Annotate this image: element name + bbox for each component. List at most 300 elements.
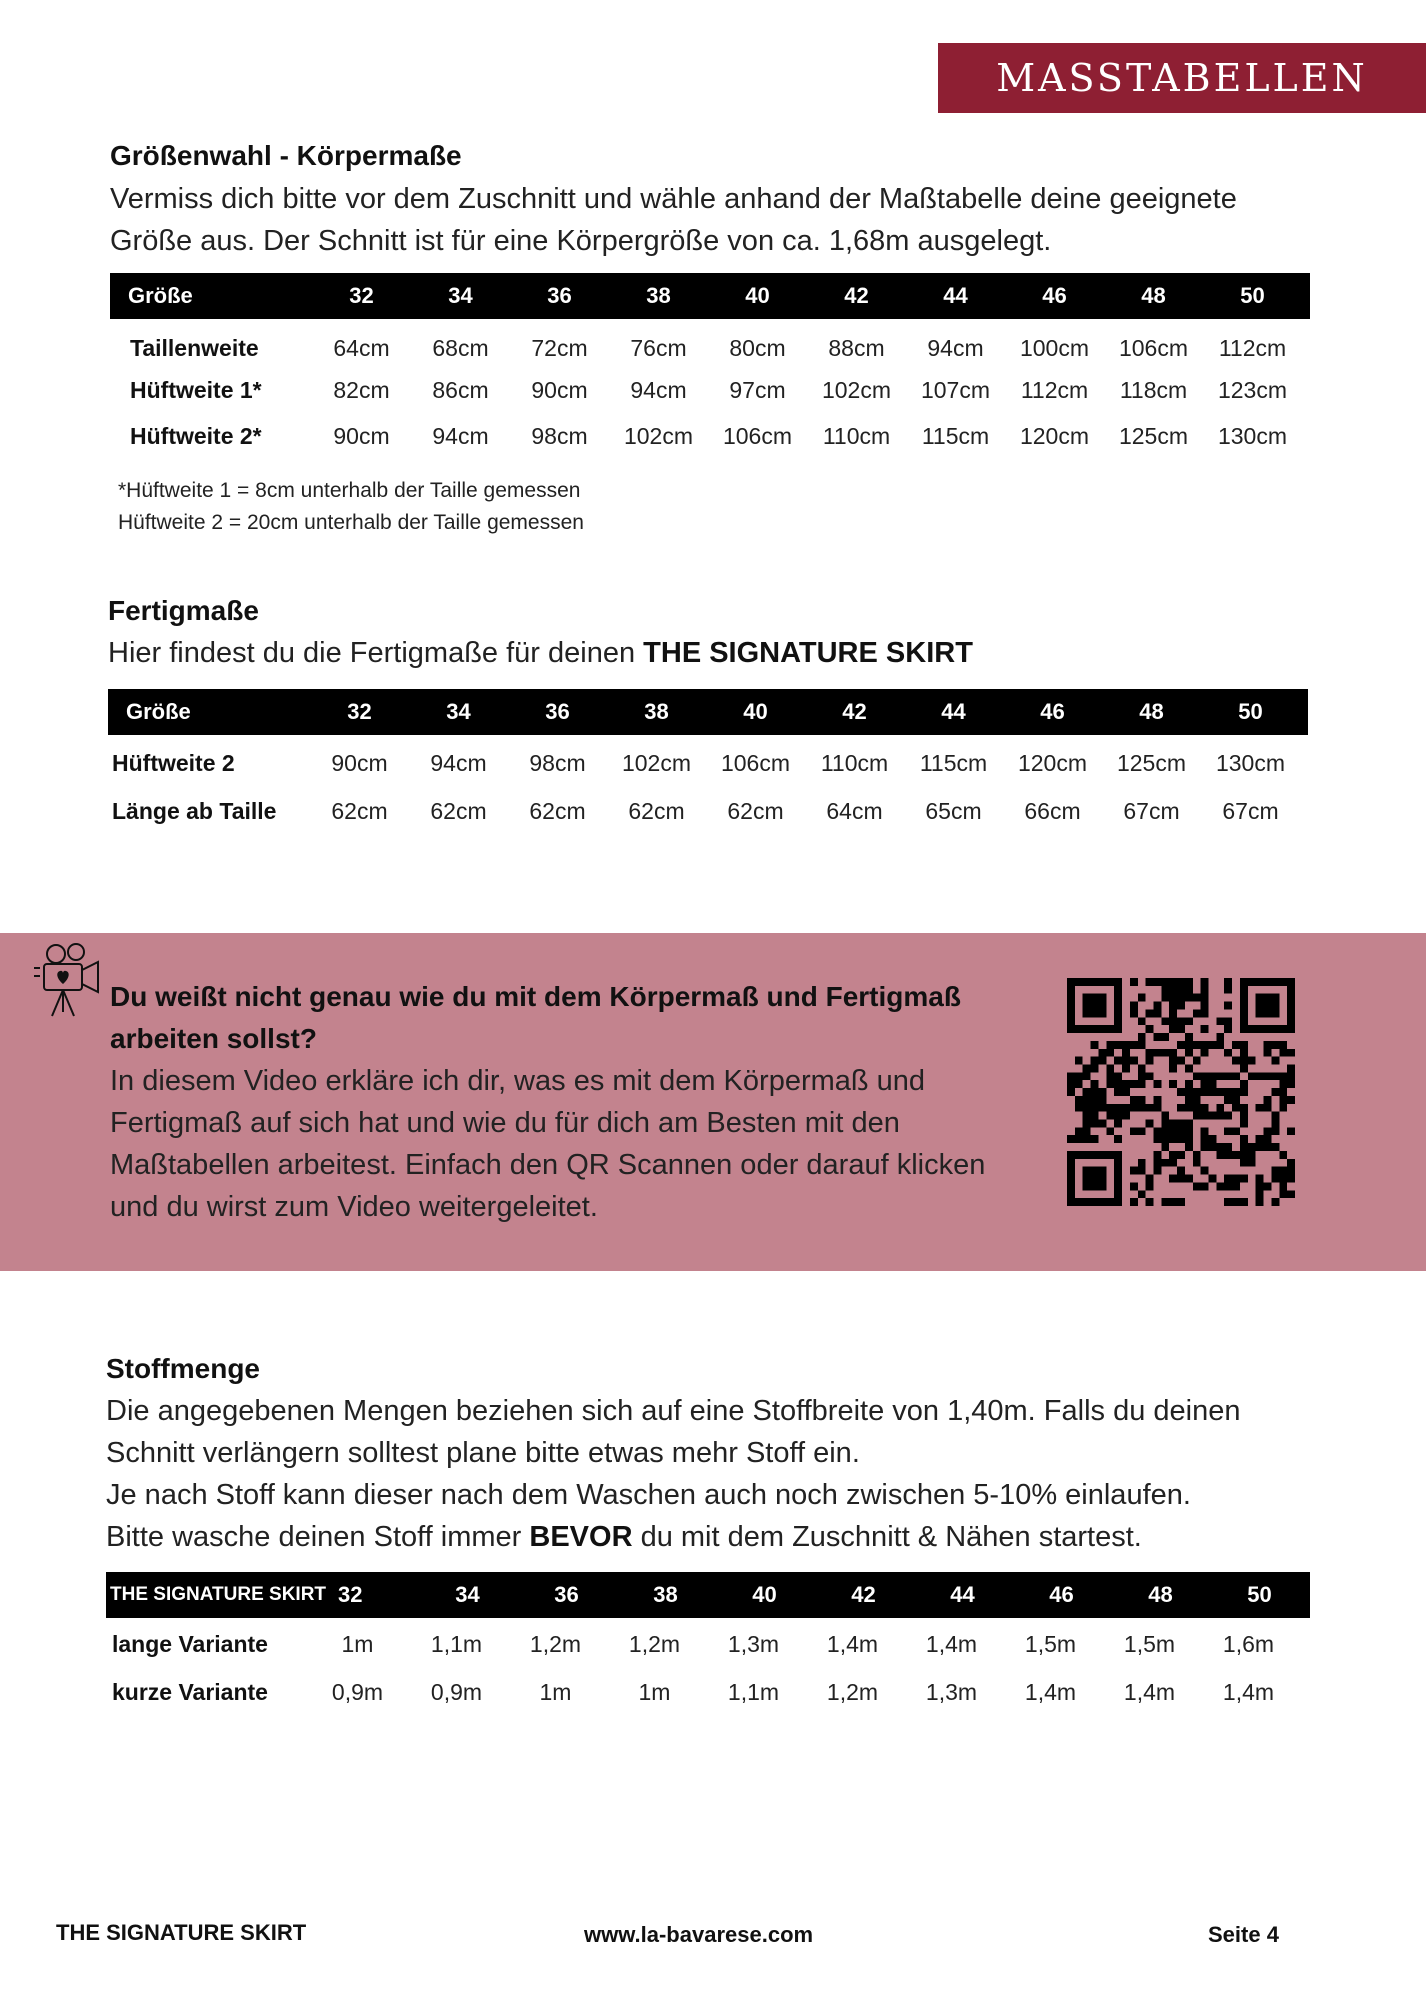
qr-module	[1201, 978, 1209, 986]
qr-module	[1114, 1112, 1122, 1120]
qr-module	[1161, 1135, 1169, 1143]
qr-module	[1224, 1072, 1232, 1080]
qr-module	[1114, 1025, 1122, 1033]
table-cell: 120cm	[1019, 422, 1090, 449]
table-cell: 82cm	[333, 376, 390, 403]
qr-module	[1232, 1182, 1240, 1190]
qr-module	[1114, 1088, 1122, 1096]
qr-module	[1067, 1017, 1075, 1025]
table-cell: 67cm	[1222, 797, 1279, 824]
qr-module	[1193, 1009, 1201, 1017]
qr-module	[1106, 1041, 1114, 1049]
qr-module	[1232, 1096, 1240, 1104]
qr-module	[1185, 978, 1193, 986]
qr-module	[1177, 1002, 1185, 1010]
qr-module	[1240, 1049, 1248, 1057]
qr-module	[1138, 1190, 1146, 1198]
footer-website-link[interactable]: www.la-bavarese.com	[584, 1922, 814, 1947]
qr-module	[1146, 1198, 1154, 1206]
qr-module	[1169, 1135, 1177, 1143]
qr-module	[1083, 1151, 1091, 1159]
table-row	[110, 369, 1310, 411]
qr-module	[1185, 1064, 1193, 1072]
qr-module	[1067, 994, 1075, 1002]
text-line: Größe aus. Der Schnitt ist für eine Körpergröße von ca. 1,68m ausgelegt.	[110, 225, 1052, 257]
qr-module	[1083, 1135, 1091, 1143]
qr-module	[1264, 1127, 1272, 1135]
size-header: 44	[950, 1582, 975, 1607]
qr-module	[1216, 1041, 1224, 1049]
table-cell: 102cm	[623, 422, 694, 449]
qr-module	[1256, 1072, 1264, 1080]
qr-module	[1256, 1175, 1264, 1183]
table-cell: 62cm	[628, 797, 685, 824]
qr-module	[1075, 1135, 1083, 1143]
size-header: 40	[752, 1582, 777, 1607]
qr-module	[1193, 1057, 1201, 1065]
video-heading-line: arbeiten sollst?	[110, 1023, 317, 1054]
table-row	[108, 739, 1308, 787]
footer-page-number: Seite 4	[1208, 1922, 1279, 1947]
qr-module	[1185, 1135, 1193, 1143]
qr-module	[1240, 1080, 1248, 1088]
qr-module	[1240, 986, 1248, 994]
table-header-label: Größe	[128, 283, 193, 308]
qr-module	[1091, 1057, 1099, 1065]
qr-module	[1091, 1198, 1099, 1206]
qr-module	[1256, 1104, 1264, 1112]
product-name: THE SIGNATURE SKIRT	[643, 637, 973, 669]
qr-module	[1287, 978, 1295, 986]
qr-module	[1114, 1190, 1122, 1198]
qr-module	[1169, 1009, 1177, 1017]
qr-module	[1098, 1049, 1106, 1057]
text-line	[106, 1516, 1366, 1558]
table-cell: 94cm	[927, 334, 984, 361]
qr-module	[1201, 986, 1209, 994]
table-cell: 62cm	[331, 797, 388, 824]
qr-module	[1153, 1049, 1161, 1057]
size-header: 46	[1042, 283, 1067, 308]
qr-module	[1098, 1025, 1106, 1033]
qr-module	[1106, 1151, 1114, 1159]
qr-module	[1083, 1198, 1091, 1206]
qr-module	[1138, 1104, 1146, 1112]
row-label: Hüftweite 2*	[130, 422, 262, 449]
qr-module	[1279, 1175, 1287, 1183]
qr-module	[1279, 1104, 1287, 1112]
table-cell: 1,5m	[1024, 1630, 1077, 1657]
qr-module	[1130, 1096, 1138, 1104]
qr-module	[1114, 994, 1122, 1002]
table-cell: 106cm	[720, 749, 791, 776]
table-cell: 1,4m	[1123, 1678, 1176, 1705]
qr-module	[1271, 1120, 1279, 1128]
table-cell: 115cm	[921, 422, 990, 449]
qr-module	[1216, 1088, 1224, 1096]
qr-module	[1185, 1127, 1193, 1135]
qr-module	[1232, 1151, 1240, 1159]
qr-module	[1098, 1151, 1106, 1159]
qr-module	[1224, 1198, 1232, 1206]
table-cell: 1,3m	[727, 1630, 780, 1657]
qr-module	[1271, 1002, 1279, 1010]
qr-module	[1193, 1096, 1201, 1104]
qr-module	[1153, 1167, 1161, 1175]
qr-module	[1271, 1025, 1279, 1033]
table-cell: 1,6m	[1222, 1630, 1275, 1657]
table-cell: 94cm	[432, 422, 489, 449]
qr-module	[1185, 986, 1193, 994]
qr-module	[1075, 1104, 1083, 1112]
qr-module	[1169, 1064, 1177, 1072]
table-cell: 100cm	[1019, 334, 1090, 361]
qr-module	[1114, 1057, 1122, 1065]
qr-module	[1169, 986, 1177, 994]
qr-module	[1216, 1017, 1224, 1025]
qr-module	[1098, 994, 1106, 1002]
qr-module	[1169, 1159, 1177, 1167]
qr-module	[1130, 1041, 1138, 1049]
qr-module	[1185, 1033, 1193, 1041]
qr-module	[1098, 1002, 1106, 1010]
table-cell: 0,9m	[430, 1678, 483, 1705]
emphasis: BEVOR	[529, 1521, 633, 1553]
qr-module	[1287, 1190, 1295, 1198]
qr-module	[1279, 1088, 1287, 1096]
table-cell: 112cm	[1020, 376, 1089, 403]
qr-module	[1067, 978, 1075, 986]
qr-module	[1114, 1135, 1122, 1143]
qr-module	[1177, 1151, 1185, 1159]
qr-code-icon[interactable]	[1066, 978, 1296, 1206]
size-header: 34	[446, 699, 471, 724]
qr-module	[1248, 978, 1256, 986]
qr-module	[1256, 1143, 1264, 1151]
qr-module	[1287, 1049, 1295, 1057]
qr-module	[1271, 1072, 1279, 1080]
size-header: 38	[646, 283, 671, 308]
qr-module	[1279, 1182, 1287, 1190]
table-cell: 90cm	[333, 422, 390, 449]
qr-module	[1161, 1198, 1169, 1206]
qr-module	[1232, 1088, 1240, 1096]
qr-module	[1114, 1151, 1122, 1159]
qr-module	[1271, 1167, 1279, 1175]
qr-module	[1106, 1080, 1114, 1088]
row-label: Hüftweite 1*	[130, 376, 262, 403]
qr-module	[1201, 1002, 1209, 1010]
qr-module	[1279, 1041, 1287, 1049]
table-cell: 1m	[539, 1678, 572, 1705]
qr-module	[1177, 1057, 1185, 1065]
qr-module	[1153, 1104, 1161, 1112]
table-cell: 1,5m	[1123, 1630, 1176, 1657]
qr-module	[1201, 1088, 1209, 1096]
qr-module	[1091, 1120, 1099, 1128]
size-header: 36	[547, 283, 572, 308]
qr-module	[1106, 1127, 1114, 1135]
qr-module	[1201, 1112, 1209, 1120]
qr-module	[1122, 1080, 1130, 1088]
qr-module	[1185, 1049, 1193, 1057]
qr-module	[1264, 994, 1272, 1002]
table-cell: 118cm	[1119, 376, 1188, 403]
qr-module	[1098, 1167, 1106, 1175]
qr-module	[1271, 994, 1279, 1002]
table-cell: 62cm	[430, 797, 487, 824]
qr-module	[1271, 1057, 1279, 1065]
qr-module	[1185, 1143, 1193, 1151]
qr-module	[1256, 1135, 1264, 1143]
qr-module	[1114, 1198, 1122, 1206]
qr-module	[1177, 1025, 1185, 1033]
qr-module	[1279, 1190, 1287, 1198]
qr-module	[1091, 1025, 1099, 1033]
qr-module	[1138, 1080, 1146, 1088]
qr-module	[1075, 1096, 1083, 1104]
qr-module	[1224, 1096, 1232, 1104]
table-cell: 86cm	[432, 376, 489, 403]
qr-module	[1130, 1127, 1138, 1135]
qr-module	[1256, 1182, 1264, 1190]
qr-module	[1209, 1088, 1217, 1096]
table-cell: 90cm	[331, 749, 388, 776]
qr-module	[1067, 1198, 1075, 1206]
table-cell: 65cm	[925, 797, 982, 824]
qr-module	[1271, 978, 1279, 986]
qr-module	[1114, 986, 1122, 994]
qr-module	[1161, 1049, 1169, 1057]
qr-module	[1161, 1143, 1169, 1151]
qr-module	[1114, 1072, 1122, 1080]
qr-module	[1232, 1041, 1240, 1049]
qr-module	[1098, 1057, 1106, 1065]
qr-module	[1248, 1159, 1256, 1167]
table-cell: 1,1m	[430, 1630, 483, 1657]
table-cell: 68cm	[432, 334, 489, 361]
qr-module	[1091, 1175, 1099, 1183]
size-header: 32	[347, 699, 372, 724]
qr-module	[1287, 1127, 1295, 1135]
qr-module	[1193, 1088, 1201, 1096]
qr-module	[1138, 1041, 1146, 1049]
qr-module	[1161, 1127, 1169, 1135]
qr-module	[1287, 1002, 1295, 1010]
qr-module	[1130, 1198, 1138, 1206]
qr-module	[1091, 1151, 1099, 1159]
qr-module	[1083, 1002, 1091, 1010]
qr-module	[1083, 1112, 1091, 1120]
qr-module	[1201, 994, 1209, 1002]
qr-module	[1264, 1143, 1272, 1151]
size-header: 44	[941, 699, 966, 724]
qr-module	[1185, 1080, 1193, 1088]
table-cell: 98cm	[531, 422, 588, 449]
qr-module	[1146, 1049, 1154, 1057]
qr-module	[1161, 978, 1169, 986]
qr-module	[1193, 1159, 1201, 1167]
qr-module	[1224, 978, 1232, 986]
qr-module	[1209, 1112, 1217, 1120]
qr-module	[1209, 1080, 1217, 1088]
qr-module	[1264, 1072, 1272, 1080]
table-cell: 90cm	[531, 376, 588, 403]
qr-module	[1106, 1104, 1114, 1112]
qr-module	[1185, 1104, 1193, 1112]
qr-module	[1161, 1159, 1169, 1167]
qr-module	[1106, 1072, 1114, 1080]
qr-module	[1185, 994, 1193, 1002]
video-text-line: und du wirst zum Video weitergeleitet.	[110, 1191, 598, 1223]
size-header: 44	[943, 283, 968, 308]
section-title-stoffmenge: Stoffmenge	[106, 1353, 260, 1384]
qr-module	[1177, 986, 1185, 994]
qr-module	[1106, 1112, 1114, 1120]
qr-module	[1279, 978, 1287, 986]
qr-module	[1067, 1080, 1075, 1088]
qr-module	[1138, 1033, 1146, 1041]
qr-module	[1177, 1120, 1185, 1128]
qr-module	[1130, 1080, 1138, 1088]
qr-module	[1130, 1167, 1138, 1175]
table-cell: 125cm	[1118, 422, 1189, 449]
qr-module	[1091, 1009, 1099, 1017]
qr-module	[1185, 1088, 1193, 1096]
qr-module	[1083, 1175, 1091, 1183]
qr-module	[1091, 1080, 1099, 1088]
qr-module	[1114, 1175, 1122, 1183]
qr-module	[1240, 994, 1248, 1002]
qr-module	[1287, 994, 1295, 1002]
qr-module	[1240, 1151, 1248, 1159]
video-text-line: Fertigmaß auf sich hat und wie du für dich am Besten mit den	[110, 1107, 900, 1139]
table-row	[110, 411, 1310, 461]
qr-module	[1138, 1072, 1146, 1080]
qr-module	[1122, 1049, 1130, 1057]
qr-module	[1122, 1088, 1130, 1096]
qr-module	[1146, 1182, 1154, 1190]
table-row	[106, 1620, 1310, 1668]
qr-module	[1091, 1064, 1099, 1072]
qr-module	[1185, 1017, 1193, 1025]
qr-module	[1075, 1025, 1083, 1033]
qr-module	[1083, 1064, 1091, 1072]
qr-module	[1216, 1143, 1224, 1151]
qr-module	[1201, 1025, 1209, 1033]
qr-module	[1248, 1151, 1256, 1159]
text-suffix: du mit dem Zuschnitt & Nähen startest.	[632, 1521, 1142, 1553]
text-line: Je nach Stoff kann dieser nach dem Waschen auch noch zwischen 5-10% einlaufen.	[106, 1479, 1191, 1511]
footnote-line: *Hüftweite 1 = 8cm unterhalb der Taille gemessen	[118, 479, 581, 502]
qr-module	[1287, 1096, 1295, 1104]
text-line: Vermiss dich bitte vor dem Zuschnitt und wähle anhand der Maßtabelle deine geeignete	[110, 183, 1237, 215]
qr-module	[1271, 1198, 1279, 1206]
qr-module	[1256, 1025, 1264, 1033]
size-header: 40	[743, 699, 768, 724]
size-header: 38	[653, 1582, 678, 1607]
qr-module	[1201, 1041, 1209, 1049]
qr-module	[1169, 1025, 1177, 1033]
qr-module	[1201, 1167, 1209, 1175]
size-header: 48	[1139, 699, 1164, 724]
qr-module	[1083, 1127, 1091, 1135]
qr-module	[1122, 1112, 1130, 1120]
table-cell: 1,3m	[925, 1678, 978, 1705]
qr-module	[1138, 994, 1146, 1002]
size-header: 36	[554, 1582, 579, 1607]
qr-module	[1264, 1135, 1272, 1143]
qr-module	[1177, 1127, 1185, 1135]
qr-module	[1248, 1025, 1256, 1033]
qr-module	[1083, 1025, 1091, 1033]
qr-module	[1114, 1120, 1122, 1128]
qr-module	[1271, 1009, 1279, 1017]
table-cell: 72cm	[531, 334, 588, 361]
qr-module	[1240, 1088, 1248, 1096]
qr-module	[1146, 1072, 1154, 1080]
size-header: 48	[1141, 283, 1166, 308]
row-label: kurze Variante	[112, 1678, 268, 1705]
qr-module	[1083, 1167, 1091, 1175]
qr-module	[1091, 1135, 1099, 1143]
qr-module	[1161, 994, 1169, 1002]
qr-module	[1114, 1017, 1122, 1025]
qr-module	[1083, 1088, 1091, 1096]
qr-module	[1287, 1072, 1295, 1080]
qr-module	[1287, 1017, 1295, 1025]
footnote	[118, 475, 584, 539]
qr-module	[1240, 1009, 1248, 1017]
qr-module	[1185, 1096, 1193, 1104]
table-cell: 106cm	[722, 422, 793, 449]
qr-module	[1083, 978, 1091, 986]
qr-module	[1091, 1002, 1099, 1010]
qr-module	[1177, 1041, 1185, 1049]
qr-module	[1130, 1104, 1138, 1112]
qr-module	[1240, 1175, 1248, 1183]
qr-module	[1279, 1080, 1287, 1088]
qr-module	[1224, 1002, 1232, 1010]
qr-module	[1287, 986, 1295, 994]
qr-module	[1224, 1127, 1232, 1135]
qr-module	[1106, 978, 1114, 986]
qr-module	[1106, 1049, 1114, 1057]
qr-module	[1209, 1143, 1217, 1151]
qr-module	[1177, 1104, 1185, 1112]
qr-module	[1146, 1120, 1154, 1128]
qr-module	[1138, 1064, 1146, 1072]
qr-module	[1264, 1096, 1272, 1104]
table-header	[108, 689, 1308, 735]
qr-module	[1098, 978, 1106, 986]
qr-module	[1067, 1167, 1075, 1175]
qr-module	[1091, 1182, 1099, 1190]
size-header: 42	[844, 283, 869, 308]
qr-module	[1122, 1104, 1130, 1112]
footnote-line: Hüftweite 2 = 20cm unterhalb der Taille gemessen	[118, 511, 584, 534]
qr-module	[1271, 1127, 1279, 1135]
qr-module	[1146, 1104, 1154, 1112]
table-cell: 120cm	[1017, 749, 1088, 776]
qr-module	[1177, 1135, 1185, 1143]
qr-module	[1169, 1057, 1177, 1065]
qr-module	[1201, 1072, 1209, 1080]
qr-module	[1185, 1041, 1193, 1049]
qr-module	[1075, 978, 1083, 986]
video-text-line: Maßtabellen arbeitest. Einfach den QR Scannen oder darauf klicken	[110, 1149, 986, 1181]
text-prefix: Bitte wasche deinen Stoff immer	[106, 1521, 530, 1553]
